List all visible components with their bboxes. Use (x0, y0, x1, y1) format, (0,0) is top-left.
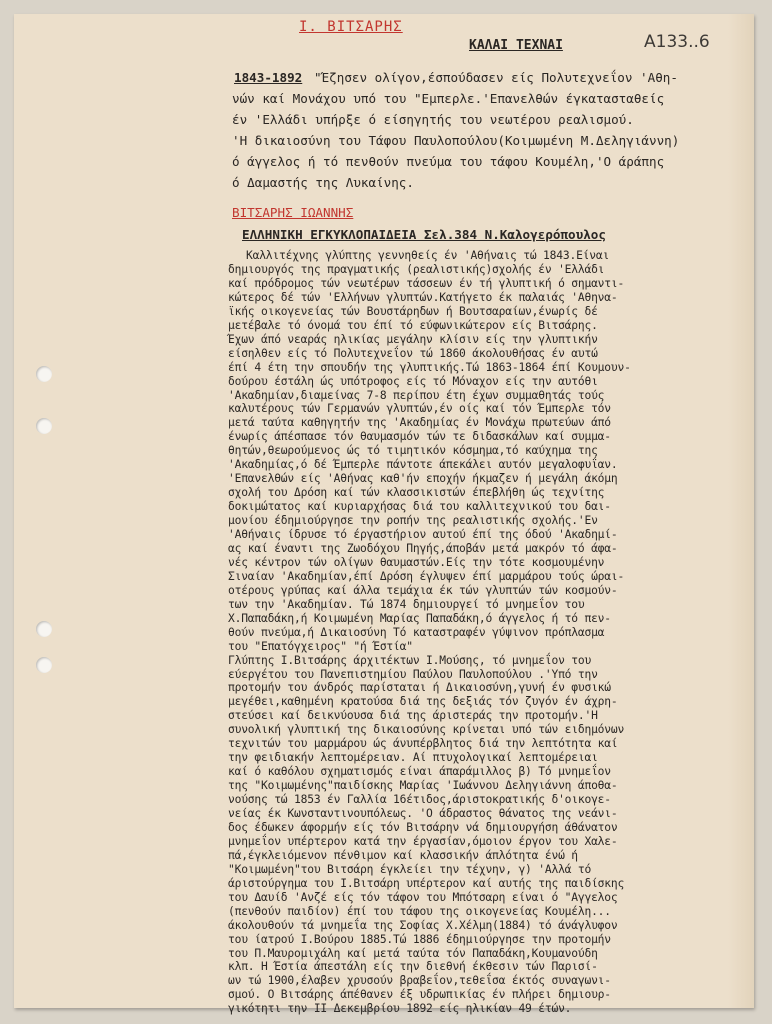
body-line: εύεργέτου του Πανεπιστημίου Παύλου Παυλοπούλου .'Υπό την (228, 667, 598, 681)
body-line: οτέρους γρύπας καί άλλα τεμάχια έκ τών γλυπτών τών κοσμούν- (228, 583, 618, 597)
body-line: ένωρίς άπέσπασε τόν θαυμασμόν τών τε διδασκάλων καί συμμα- (228, 430, 611, 444)
punch-hole (36, 657, 52, 673)
body-line: τεχνιτών του μαρμάρου ώς άνυπέρβλητος διά την λεπτότητα καί (228, 737, 618, 751)
body-line: δούρου έστάλη ώς υπότροφος είς τό Μόναχον είς την αυτόθι (228, 374, 598, 388)
body-line: "Κοιμωμένη"του Βιτσάρη έγκλείει την τέχνην, γ) 'Αλλά τό (228, 862, 592, 876)
category-label: ΚΑΛΑΙ ΤΕΧΝΑΙ (469, 38, 563, 53)
body-line: Σιναίαν 'Ακαδημίαν,έπί Δρόση έγλυψεν έπί μαρμάρου τούς ώραι- (228, 569, 625, 583)
intro-line: 'Η δικαιοσύνη του Τάφου Παυλοπούλου(Κοιμωμένη Μ.Δεληγιάννη) (232, 133, 680, 148)
body-line: δημιουργός της πραγματικής (ρεαλιστικής)σχολής έν 'Ελλάδι (228, 262, 605, 276)
body-line: άκολουθούν τά μνημεΐα της Σοφίας Χ.Χέλμη(1884) τό άνάγλυφον (228, 918, 618, 932)
page-edge-shadow (728, 14, 754, 1008)
body-line: καί ό καθόλου σχηματισμός είναι άπαράμιλλος β) Τό μνημεΐον (228, 765, 611, 779)
body-line: γικότητι την ΙΙ Δεκεμβρίου 1892 είς ηλικίαν 49 έτών. (228, 1002, 572, 1016)
body-line: Καλλιτέχνης γλύπτης γεννηθείς έν 'Αθήναις τώ 1843.Είναι (246, 249, 610, 262)
body-line: μονίου έδημιούργησε την ροπήν της ρεαλιστικής σχολής.'Εν (228, 514, 598, 528)
body-line: θητών,θεωρούμενος ώς τό τιμητικόν κόσμημα,τό καύχημα της (228, 444, 598, 458)
body-line: νούσης τώ 1853 έν Γαλλία 16έτιδος,άριστοκρατικής δ'οικογε- (228, 793, 611, 807)
body-line: καί πρόδρομος τών νεωτέρων τάσσεων έν τή γλυπτική ό σημαντι- (228, 276, 625, 290)
body-line: (πενθούν παιδίον) έπί του τάφου της οικογενείας Κουμέλη... (228, 904, 611, 918)
body-line: Έχων άπό νεαράς ηλικίας μεγάλην κλίσιν είς την γλυπτικήν (228, 332, 598, 346)
body-line: σχολή του Δρόση καί τών κλασσικιστών έπεβλήθη ώς τεχνίτης (228, 486, 605, 500)
body-line: ϊκής οικογενείας τών Βουστάρηδων ή Βουτσαραίων,ένωρίς δέ (228, 304, 598, 318)
body-line: του ίατρού Ι.Βούρου 1885.Τώ 1886 έδημιούργησε την προτομήν (228, 932, 611, 946)
body-line: κλπ. Η Έστία άπεστάλη είς την διεθνή έκθεσιν τών Παρισί- (228, 960, 598, 974)
body-line: του "Επατόγχειρος" "ή Έστία" (228, 639, 413, 653)
body-line: 'Επανελθών είς 'Αθήνας καθ'ήν εποχήν ήκμαζεν ή μεγάλη άκόμη (228, 472, 618, 486)
body-line: ων τώ 1900,έλαβεν χρυσούν βραβεΐον,τεθεΐσα έκτός συναγωνι- (228, 974, 611, 988)
body-line: του Δαυίδ 'Ανζέ είς τόν τάφον του Μπότσαρη είναι ό "Αγγελος (228, 890, 618, 904)
body-line: θούν πνεύμα,ή Δικαιοσύνη Τό καταστραφέν γύψινον πρόπλασμα (228, 625, 605, 639)
body-line: κώτερος δέ τών 'Ελλήνων γλυπτών.Κατήγετο έκ παλαιάς 'Αθηνα- (228, 290, 618, 304)
body-line: Χ.Παπαδάκη,ή Κοιμωμένη Μαρίας Παπαδάκη,ό άγγελος ή τό πεν- (228, 611, 611, 625)
body-line: 'Αθήναις ίδρυσε τό έργαστήριον αυτού έπί της όδού 'Ακαδημί- (228, 528, 618, 541)
body-line: μετά ταύτα καθηγητήν της 'Ακαδημίας έν Μονάχω πρωτεύων άπό (228, 416, 611, 430)
body-line: σμού. Ο Βιτσάρης άπέθανεν έξ υδρωπικίας έν πλήρει δημιουρ- (228, 988, 611, 1002)
intro-line: "Έζησεν ολίγον,έσπούδασεν είς Πολυτεχνεΐον 'Αθη- (314, 70, 678, 85)
body-line: δοκιμώτατος καί κυριαρχήσας διά του καλλιτεχνικού του δαι- (228, 500, 611, 514)
body-line: είσηλθεν είς τό Πολυτεχνεΐον τώ 1860 άκολουθήσας έν αυτώ (228, 346, 598, 360)
life-dates: 1843-1892 (234, 70, 303, 85)
punch-hole (36, 621, 52, 637)
body-line: καλυτέρους τών Γερμανών γλυπτών,έν οίς καί τόν Έμπερλε τόν (228, 402, 611, 416)
body-line: προτομήν του άνδρός παρίσταται ή Δικαιοσύνη,γυνή έν φυσικώ (228, 681, 611, 695)
document-page (14, 14, 754, 1016)
body-line: άριστούργημα του Ι.Βιτσάρη υπέρτερον καί αυτής της παιδίσκης (228, 876, 625, 890)
body-line: μνημεΐον υπέρτερον κατά την έργασίαν,όμοιον έργον του Χαλε- (228, 834, 618, 848)
source-line: ΕΛΛΗΝΙΚΗ ΕΓΚΥΚΛΟΠΑΙΔΕΙΑ Σελ.384 Ν.Καλογερόπουλος (242, 227, 606, 242)
body-line: 'Ακαδημίαν,διαμείνας 7-8 περίπου έτη έχων συμμαθητάς τούς (228, 388, 605, 402)
archive-number: Α133..6 (644, 32, 710, 52)
body-line: του Π.Μαυρομιχάλη καί μετά ταύτα τόν Παπαδάκη,Κουμανούδη (228, 946, 598, 960)
body-line: 'Ακαδημίας,ό δέ Έμπερλε πάντοτε άπεκάλει αυτόν μεγαλοφυΐαν. (228, 458, 618, 472)
intro-line: ό Δαμαστής της Λυκαίνης. (232, 175, 414, 190)
intro-line: ό άγγελος ή τό πενθούν πνεύμα του τάφου Κουμέλη,'Ο άράπης (232, 154, 665, 169)
body-line: στεύσει καί δεικνύουσα διά της άριστεράς την προτομήν.'Η (228, 709, 598, 723)
body-line: νές κέντρον τών ολίγων θαυμαστών.Είς την τότε κοσμουμένην (228, 555, 605, 569)
punch-hole (36, 366, 52, 382)
punch-hole (36, 418, 52, 434)
section-heading: ΒΙΤΣΑΡΗΣ ΙΩΑΝΝΗΣ (232, 205, 354, 220)
body-line: της "Κοιμωμένης"παιδίσκης Μαρίας 'Ιωάννου Δεληγιάννη άποθα- (228, 779, 618, 793)
body-line: μετέβαλε τό όνομά του έπί τό εύφωνικώτερον είς Βιτσάρης. (228, 318, 598, 332)
body-line: δος έδωκεν άφορμήν είς τόν Βιτσάρην νά δημιουργήση άθάνατον (228, 820, 618, 834)
body-line: μεγέθει,καθημένη κρατούσα διά της δεξιάς τόν ζυγόν έν άχρη- (228, 695, 618, 709)
body-line: έπί 4 έτη την σπουδήν της γλυπτικής.Τώ 1863-1864 έπί Κουμουν- (228, 360, 631, 374)
body-line: πά,έγκλειόμενον πένθιμον καί κλασσικήν άπλότητα ένώ ή (228, 848, 578, 862)
body-line: ας καί έναντι της Ζωοδόχου Πηγής,άποβάν μετά μακρόν τό άφα- (228, 541, 618, 555)
body-line: νείας έκ Κωνσταντινουπόλεως. 'Ο άδραστος θάνατος της νεάνι- (228, 807, 618, 820)
body-line: την φειδιακήν λεπτομέρειαν. Αί πτυχολογικαί λεπτομέρειαι (228, 751, 598, 765)
intro-line: νών καί Μονάχου υπό του "Εμπερλε.'Επανελθών έγκατασταθείς (232, 91, 665, 106)
intro-line: έν 'Ελλάδι υπήρξε ό είσηγητής του νεωτέρου ρεαλισμού. (232, 112, 634, 127)
header-title: Ι. ΒΙΤΣΑΡΗΣ (299, 19, 403, 35)
body-line: των την 'Ακαδημίαν. Τώ 1874 δημιουργεί τό μνημεΐον του (228, 597, 585, 611)
body-line: συνολική γλυπτική της δικαιοσύνης κρίνεται υπό τών ειδημόνων (228, 723, 625, 737)
body-line: Γλύπτης Ι.Βιτσάρης άρχιτέκτων Ι.Μούσης, τό μνημεΐον του (228, 653, 592, 667)
